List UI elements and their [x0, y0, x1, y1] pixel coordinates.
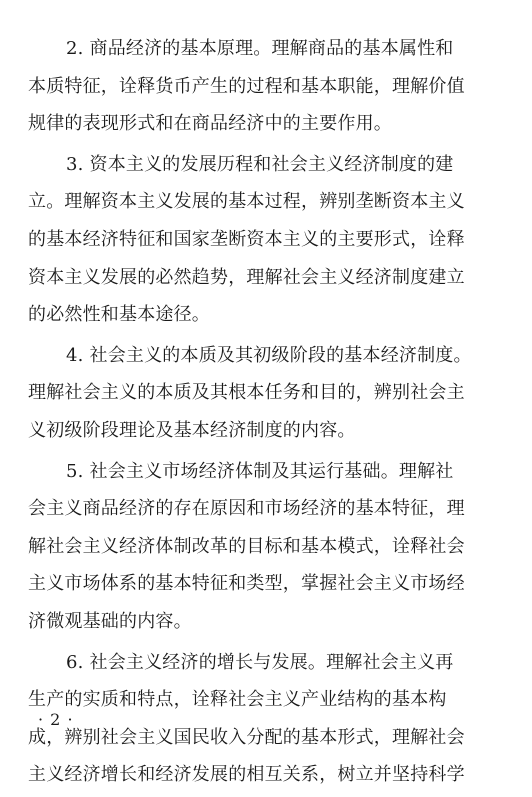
text-line: 济微观基础的内容。 — [28, 610, 192, 632]
text-line: 主义市场体系的基本特征和类型，掌握社会主义市场经 — [28, 573, 465, 595]
paragraph-3 — [28, 146, 502, 334]
text-line: 理解社会主义的本质及其根本任务和目的，辨别社会主 — [28, 382, 465, 404]
text-line: 6. 社会主义经济的增长与发展。理解社会主义再 — [66, 651, 454, 673]
text-line: 4. 社会主义的本质及其初级阶段的基本经济制度。 — [66, 344, 472, 366]
text-line: 的基本经济特征和国家垄断资本主义的主要形式，诠释 — [28, 228, 465, 250]
text-line: 资本主义发展的必然趋势，理解社会主义经济制度建立 — [28, 266, 465, 288]
paragraph-6 — [28, 644, 502, 794]
text-line: 会主义商品经济的存在原因和市场经济的基本特征，理 — [28, 498, 465, 520]
text-line: 成，辨别社会主义国民收入分配的基本形式，理解社会 — [28, 726, 465, 748]
document-body — [28, 30, 502, 797]
text-line: 生产的实质和特点，诠释社会主义产业结构的基本构 — [28, 689, 447, 711]
text-line: 主义经济增长和经济发展的相互关系，树立并坚持科学 — [28, 764, 465, 786]
page-number: · 2 · — [38, 710, 74, 729]
text-line: 解社会主义经济体制改革的目标和基本模式，诠释社会 — [28, 535, 465, 557]
text-line: 义初级阶段理论及基本经济制度的内容。 — [28, 419, 356, 441]
text-line: 规律的表现形式和在商品经济中的主要作用。 — [28, 113, 392, 135]
text-line: 的必然性和基本途径。 — [28, 304, 210, 326]
text-line: 3. 资本主义的发展历程和社会主义经济制度的建 — [66, 153, 454, 175]
paragraph-4 — [28, 337, 502, 450]
text-line: 5. 社会主义市场经济体制及其运行基础。理解社 — [66, 460, 454, 482]
text-line: 本质特征，诠释货币产生的过程和基本职能，理解价值 — [28, 75, 465, 97]
text-line: 立。理解资本主义发展的基本过程，辨别垄断资本主义 — [28, 191, 465, 213]
paragraph-2 — [28, 30, 502, 143]
text-line: 2. 商品经济的基本原理。理解商品的基本属性和 — [66, 38, 454, 59]
paragraph-5 — [28, 453, 502, 641]
